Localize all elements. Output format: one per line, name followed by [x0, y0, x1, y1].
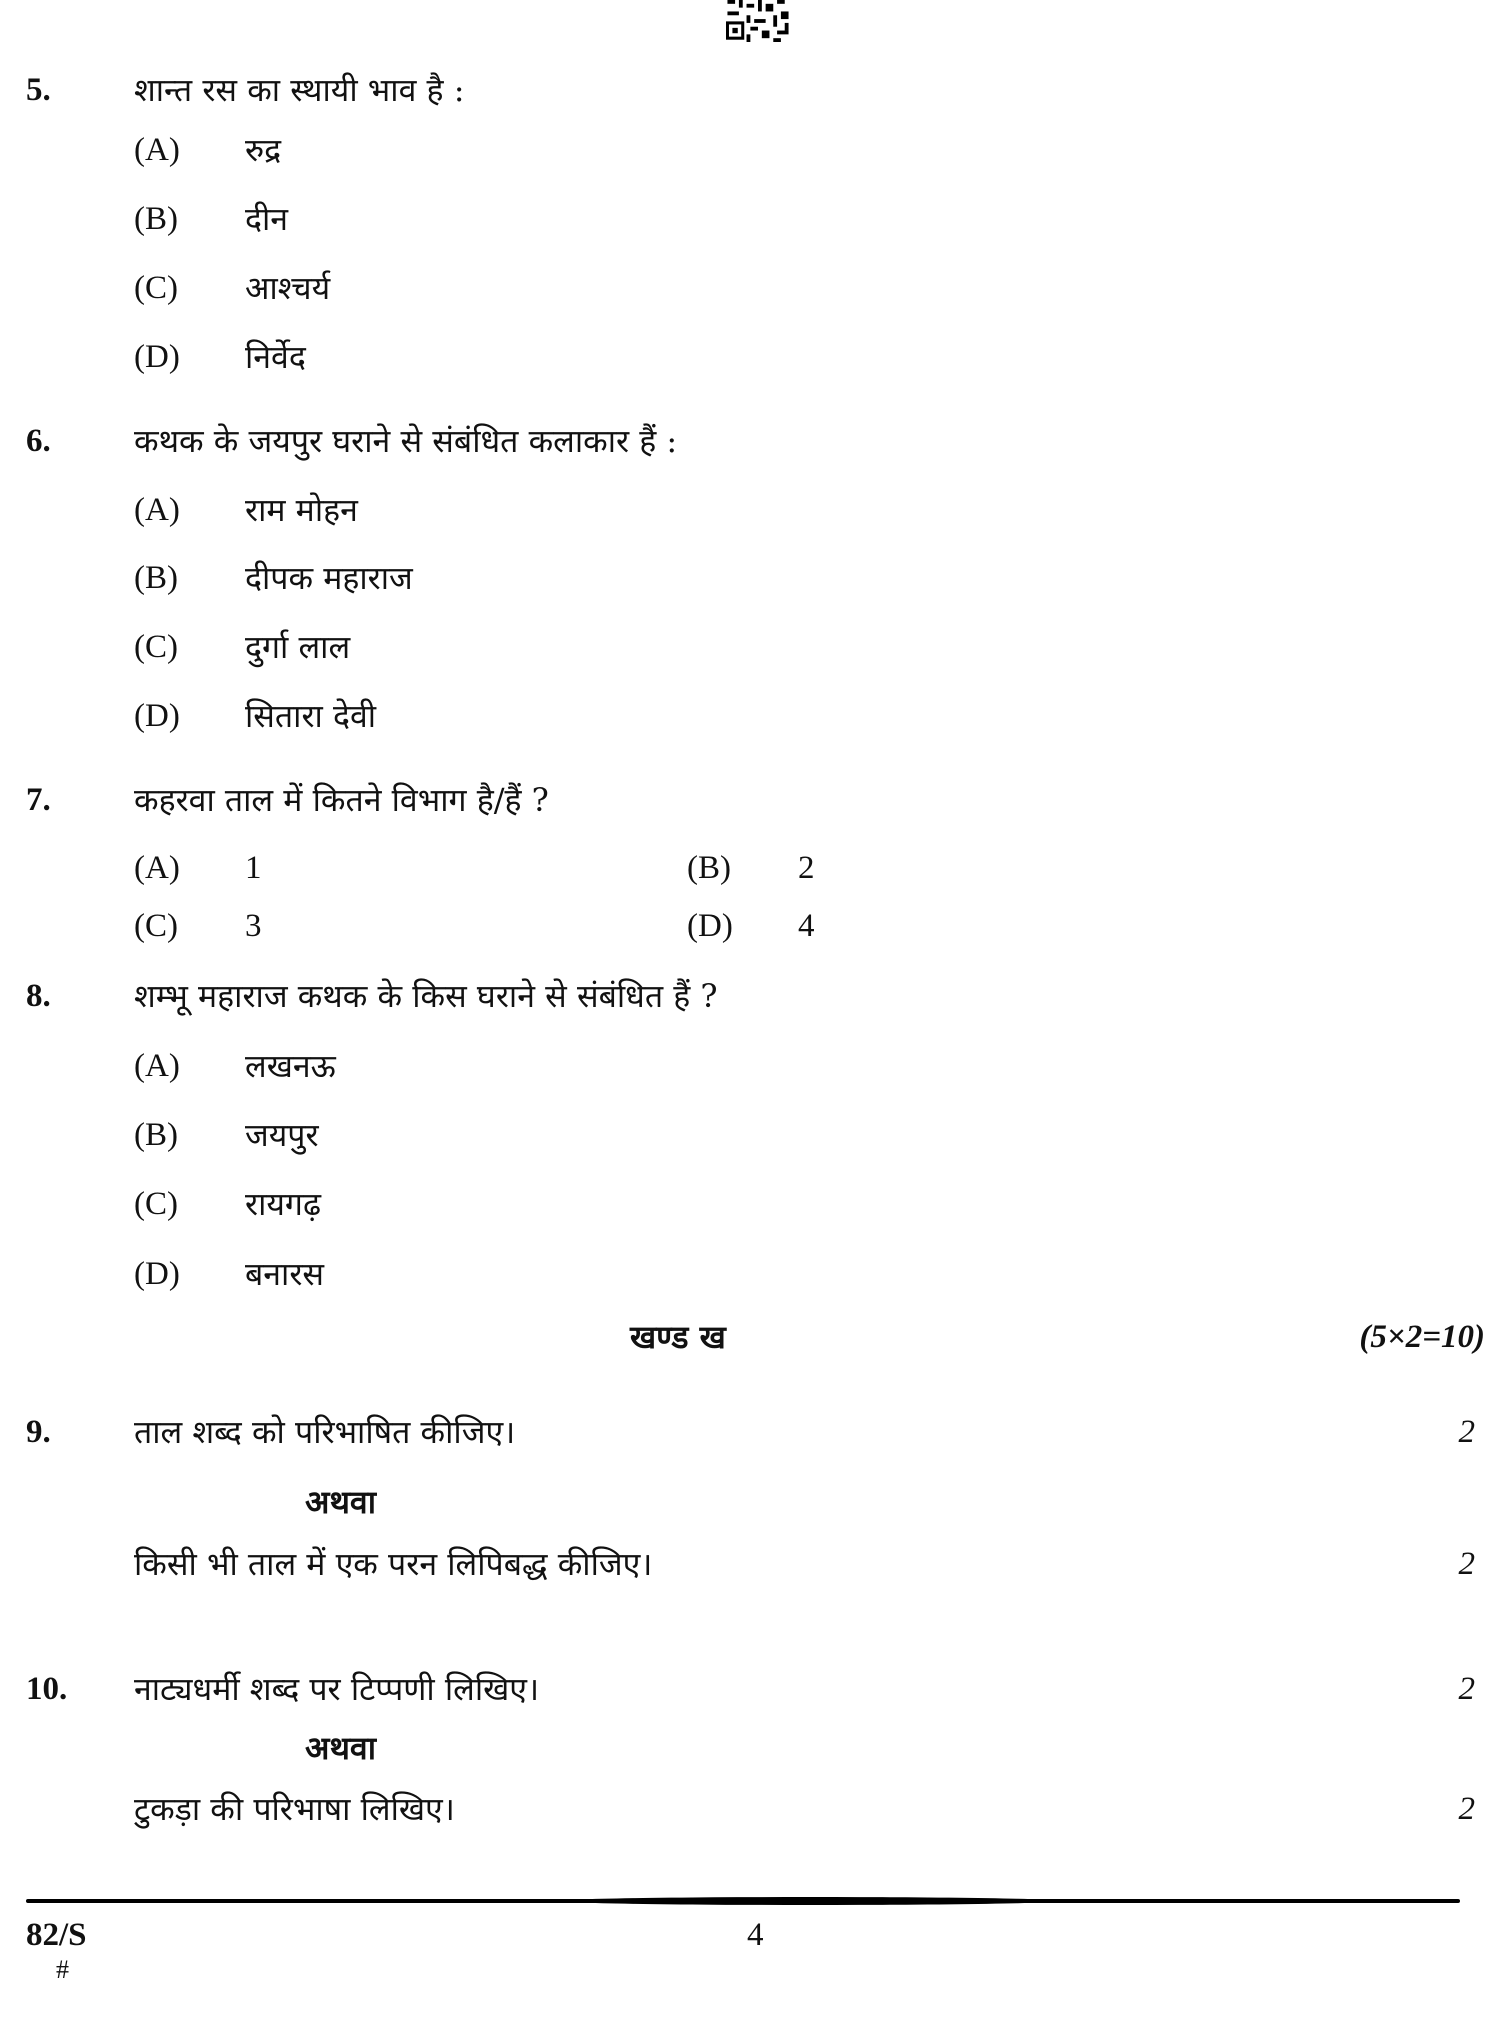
question-text: शम्भू महाराज कथक के किस घराने से संबंधित हैं ?: [134, 977, 718, 1015]
question-text: शान्त रस का स्थायी भाव है :: [134, 71, 465, 109]
option-label: (D): [134, 698, 180, 734]
option-label: (D): [134, 339, 180, 375]
paper-code: 82/S: [26, 1917, 87, 1953]
question-number: 7.: [26, 782, 51, 818]
option-text: निर्वेद: [245, 338, 306, 376]
footer-rule-thick: [560, 1897, 1060, 1905]
question-text: नाट्यधर्मी शब्द पर टिप्पणी लिखिए।: [134, 1670, 540, 1708]
question-number: 8.: [26, 978, 51, 1014]
alt-question-marks: 2: [1458, 1791, 1475, 1827]
option-text: 3: [245, 908, 262, 944]
alt-question-text: किसी भी ताल में एक परन लिपिबद्ध कीजिए।: [134, 1545, 653, 1583]
option-label: (C): [134, 270, 178, 306]
option-text: रायगढ़: [245, 1185, 321, 1223]
page-number: 4: [747, 1917, 764, 1953]
option-text: राम मोहन: [245, 491, 358, 529]
option-text: दीन: [245, 200, 289, 238]
hash-mark: #: [56, 1955, 69, 1984]
option-label: (A): [134, 850, 180, 886]
option-text: लखनऊ: [245, 1047, 336, 1085]
option-label: (C): [134, 908, 178, 944]
question-number: 6.: [26, 423, 51, 459]
option-text: दुर्गा लाल: [245, 628, 351, 666]
option-label: (B): [134, 1117, 178, 1153]
option-text: दीपक महाराज: [245, 559, 413, 597]
question-marks: 2: [1458, 1671, 1475, 1707]
option-label: (B): [687, 850, 731, 886]
option-label: (A): [134, 1048, 180, 1084]
option-text: 2: [798, 850, 815, 886]
section-marks: (5×2=10): [1359, 1319, 1485, 1355]
or-label: अथवा: [305, 1729, 376, 1767]
option-text: रुद्र: [245, 131, 282, 169]
option-label: (C): [134, 629, 178, 665]
question-number: 5.: [26, 72, 51, 108]
section-title: खण्ड ख: [630, 1318, 726, 1356]
option-label: (C): [134, 1186, 178, 1222]
option-label: (A): [134, 492, 180, 528]
option-text: 1: [245, 850, 262, 886]
option-text: जयपुर: [245, 1116, 319, 1154]
option-label: (A): [134, 132, 180, 168]
option-label: (B): [134, 201, 178, 237]
question-text: कहरवा ताल में कितने विभाग है/हैं ?: [134, 781, 549, 819]
question-text: ताल शब्द को परिभाषित कीजिए।: [134, 1413, 516, 1451]
question-number: 10.: [26, 1671, 68, 1707]
qr-code: [726, 0, 790, 42]
alt-question-marks: 2: [1458, 1546, 1475, 1582]
question-number: 9.: [26, 1414, 51, 1450]
question-text: कथक के जयपुर घराने से संबंधित कलाकार हैं :: [134, 422, 678, 460]
or-label: अथवा: [305, 1483, 376, 1521]
option-text: 4: [798, 908, 815, 944]
option-label: (D): [687, 908, 733, 944]
option-text: आश्चर्य: [245, 269, 331, 307]
option-label: (D): [134, 1256, 180, 1292]
option-text: सितारा देवी: [245, 697, 377, 735]
question-marks: 2: [1458, 1414, 1475, 1450]
option-text: बनारस: [245, 1255, 325, 1293]
option-label: (B): [134, 560, 178, 596]
alt-question-text: टुकड़ा की परिभाषा लिखिए।: [134, 1790, 455, 1828]
